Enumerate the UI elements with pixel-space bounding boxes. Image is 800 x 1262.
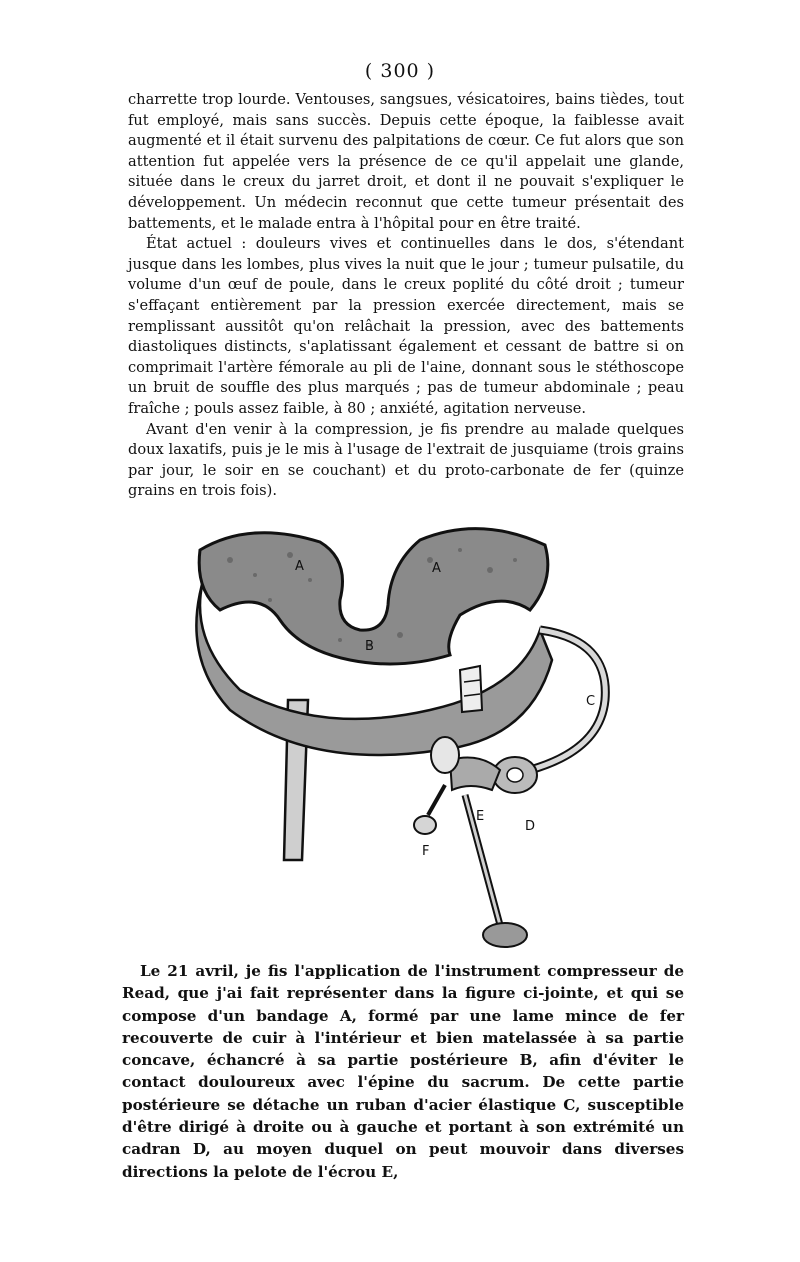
pelote xyxy=(483,923,527,947)
paragraph-1: charrette trop lourde. Ventouses, sangsues, vésicatoires, bains tièdes, tout fut employé, mais sans succès. Depuis cette époque, la faiblesse avait augmenté et il était survenu des palpitations de cœur. Ce fut alors que son attention fut appelée vers la présence de ce qu'il appelait une glande, située dans le creux du jarret droit, et dont il ne pouvait s'expliquer le développement. Un médecin reconnut que cette tumeur présentait des battements, et le malade entra à l'hôpital pour en être traité. xyxy=(128,91,684,232)
label-a-left: A xyxy=(295,559,304,574)
label-d: D xyxy=(525,819,536,834)
paragraph-3: Avant d'en venir à la compression, je fis prendre au malade quelques doux laxatifs, puis je le mis à l'usage de l'extrait de jusquiame (trois grains par jour, le soir en se couchant) et du proto-carbonate de fer (quinze grains en trois fois). xyxy=(128,420,684,500)
buckle xyxy=(460,666,482,712)
paragraph-2: État actuel : douleurs vives et continuelles dans le dos, s'étendant jusque dans les lombes, plus vives la nuit que le jour ; tumeur pulsatile, du volume d'un œuf de poule, dans le creux poplité du côté droit ; tumeur s'effaçant entièrement par la pression exercée directement, mais se remplissant aussitôt qu'on relâchait la pression, avec des battements diastoliques distincts, s'aplatissant également et cessant de battre si on comprimait l'artère fémorale au pli de l'aine, donnant sous le stéthoscope un bruit de souffle des plus marqués ; pas de tumeur abdominale ; peau fraîche ; pouls assez faible, à 80 ; anxiété, agitation nerveuse. xyxy=(128,235,684,417)
compressor-figure xyxy=(160,520,640,950)
top-text-block xyxy=(128,90,684,502)
knob-f xyxy=(414,785,445,834)
page-number: ( 300 ) xyxy=(364,60,436,82)
dial-d xyxy=(493,757,537,793)
label-b: B xyxy=(365,639,374,654)
paragraph-4: Le 21 avril, je fis l'application de l'instrument compresseur de Read, que j'ai fait représenter dans la figure ci-jointe, et qui se compose d'un bandage A, formé par une lame mince de fer recouverte de cuir à l'intérieur et bien matelassée à sa partie concave, échancré à sa partie postérieure B, afin d'éviter le contact douloureux avec l'épine du sacrum. De cette partie postérieure se détache un ruban d'acier élastique C, susceptible d'être dirigé à droite ou à gauche et portant à son extrémité un cadran D, au moyen duquel on peut mouvoir dans diverses directions la pelote de l'écrou E, xyxy=(122,962,684,1181)
label-c: C xyxy=(586,694,596,709)
label-a-right: A xyxy=(432,561,441,576)
bottom-text-block xyxy=(122,960,684,1183)
clamp-ring xyxy=(431,737,459,773)
label-e: E xyxy=(476,809,485,824)
label-f: F xyxy=(422,844,430,859)
